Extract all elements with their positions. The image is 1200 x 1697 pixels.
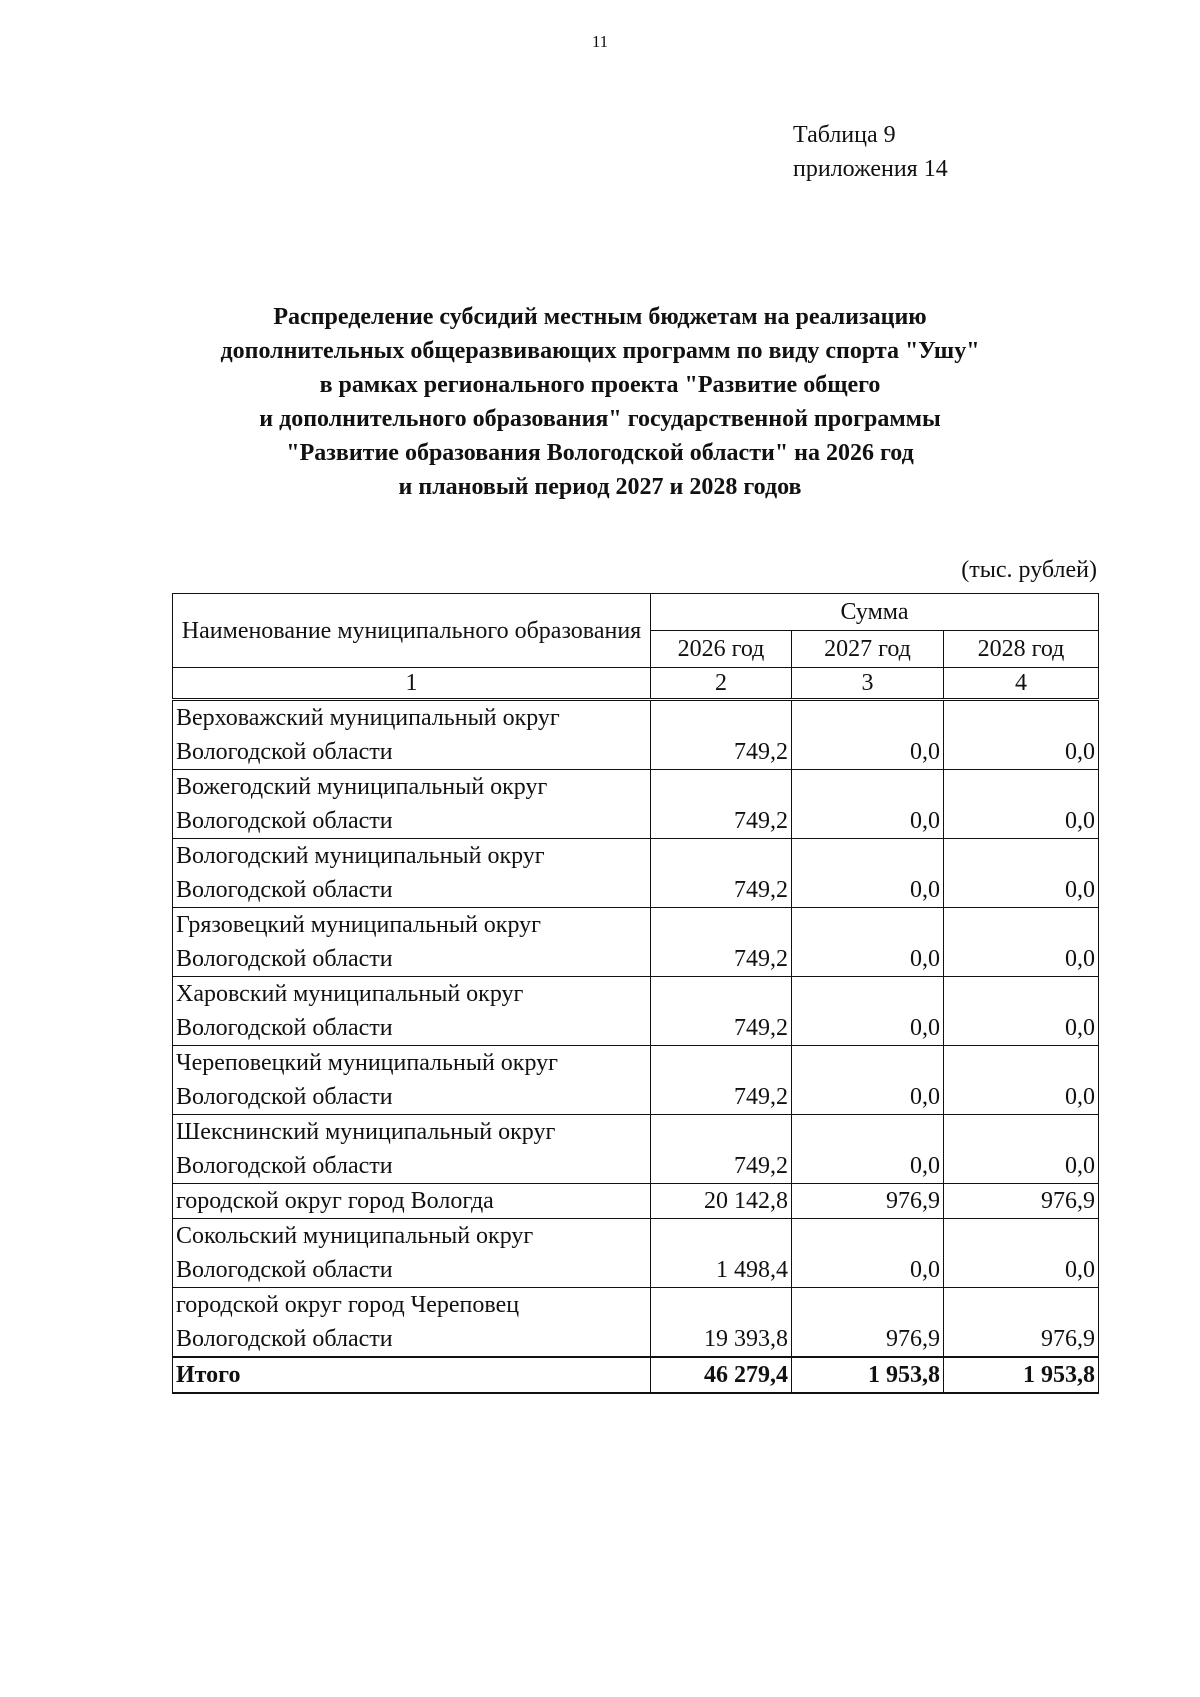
municipality-name-line: Вологодской области <box>176 739 393 765</box>
title-line: в рамках регионального проекта "Развитие общего <box>319 372 881 398</box>
table-row <box>173 977 1099 1046</box>
amount-2028: 0,0 <box>944 977 1099 1046</box>
table-row <box>173 700 1099 770</box>
municipality-name-line: Харовский муниципальный округ <box>176 981 524 1007</box>
municipality-name-line: Вологодской области <box>176 1326 393 1352</box>
column-number: 2 <box>651 668 792 700</box>
appendix-attachment-label: приложения 14 <box>793 156 948 182</box>
title-line: "Развитие образования Вологодской области" на 2026 год <box>286 440 914 466</box>
title-line: и плановый период 2027 и 2028 годов <box>398 474 802 500</box>
municipality-name-line: Вологодской области <box>176 946 393 972</box>
table-row <box>173 1288 1099 1358</box>
total-label: Итого <box>173 1357 651 1393</box>
municipality-name-line: Вологодской области <box>176 1257 393 1283</box>
municipality-name <box>173 908 651 977</box>
municipality-name <box>173 1219 651 1288</box>
amount-2026: 749,2 <box>651 700 792 770</box>
amount-2026: 749,2 <box>651 1115 792 1184</box>
amount-2028: 0,0 <box>944 700 1099 770</box>
amount-2027: 0,0 <box>792 908 944 977</box>
amount-2028: 0,0 <box>944 839 1099 908</box>
table-row <box>173 1219 1099 1288</box>
document-title <box>150 300 1050 504</box>
table-row <box>173 908 1099 977</box>
header-sum: Сумма <box>651 594 1099 631</box>
amount-2026: 20 142,8 <box>651 1184 792 1219</box>
amount-2028: 0,0 <box>944 1219 1099 1288</box>
column-number: 4 <box>944 668 1099 700</box>
header-year-2027: 2027 год <box>792 631 944 668</box>
title-line: и дополнительного образования" государственной программы <box>259 406 941 432</box>
municipality-name-line: Сокольский муниципальный округ <box>176 1223 534 1249</box>
amount-2026: 749,2 <box>651 839 792 908</box>
table-header-row <box>173 594 1099 631</box>
title-line: Распределение субсидий местным бюджетам на реализацию <box>273 304 927 330</box>
municipality-name-line: Верховажский муниципальный округ <box>176 705 560 731</box>
title-line: дополнительных общеразвивающих программ по виду спорта "Ушу" <box>220 338 980 364</box>
municipality-name-line: городской округ город Вологда <box>176 1188 494 1214</box>
total-amount-2026: 46 279,4 <box>651 1357 792 1393</box>
table-row <box>173 839 1099 908</box>
amount-2026: 749,2 <box>651 977 792 1046</box>
total-amount-2028: 1 953,8 <box>944 1357 1099 1393</box>
table-row <box>173 1115 1099 1184</box>
municipality-name <box>173 839 651 908</box>
municipality-name-line: городской округ город Череповец <box>176 1292 520 1318</box>
municipality-name <box>173 977 651 1046</box>
amount-2027: 0,0 <box>792 1115 944 1184</box>
amount-2028: 0,0 <box>944 770 1099 839</box>
amount-2027: 0,0 <box>792 839 944 908</box>
amount-2027: 0,0 <box>792 1219 944 1288</box>
amount-2028: 0,0 <box>944 1046 1099 1115</box>
municipality-name-line: Вологодский муниципальный округ <box>176 843 545 869</box>
amount-2028: 976,9 <box>944 1184 1099 1219</box>
total-amount-2027: 1 953,8 <box>792 1357 944 1393</box>
table-row <box>173 1046 1099 1115</box>
amount-2027: 0,0 <box>792 977 944 1046</box>
appendix-table-label: Таблица 9 <box>793 122 896 148</box>
table-row <box>173 770 1099 839</box>
municipality-name-line: Вологодской области <box>176 1153 393 1179</box>
amount-2028: 976,9 <box>944 1288 1099 1358</box>
municipality-name-line: Вологодской области <box>176 877 393 903</box>
municipality-name-line: Шекснинский муниципальный округ <box>176 1119 556 1145</box>
column-number: 3 <box>792 668 944 700</box>
amount-2027: 976,9 <box>792 1288 944 1358</box>
units-label: (тыс. рублей) <box>961 557 1097 583</box>
amount-2028: 0,0 <box>944 908 1099 977</box>
appendix-reference <box>793 118 948 186</box>
amount-2026: 749,2 <box>651 770 792 839</box>
header-year-2028: 2028 год <box>944 631 1099 668</box>
amount-2027: 0,0 <box>792 700 944 770</box>
amount-2028: 0,0 <box>944 1115 1099 1184</box>
municipality-name-line: Грязовецкий муниципальный округ <box>176 912 541 938</box>
subsidy-table <box>172 593 1099 1394</box>
municipality-name <box>173 770 651 839</box>
amount-2027: 0,0 <box>792 1046 944 1115</box>
municipality-name-line: Вологодской области <box>176 1084 393 1110</box>
amount-2026: 1 498,4 <box>651 1219 792 1288</box>
page-number: 11 <box>591 32 609 51</box>
header-municipality: Наименование муниципального образования <box>173 594 651 668</box>
municipality-name <box>173 1115 651 1184</box>
column-number: 1 <box>173 668 651 700</box>
municipality-name <box>173 1288 651 1358</box>
amount-2027: 976,9 <box>792 1184 944 1219</box>
column-number-row <box>173 668 1099 700</box>
municipality-name <box>173 1184 651 1219</box>
amount-2026: 749,2 <box>651 908 792 977</box>
municipality-name-line: Вологодской области <box>176 1015 393 1041</box>
municipality-name-line: Вожегодский муниципальный округ <box>176 774 548 800</box>
municipality-name-line: Череповецкий муниципальный округ <box>176 1050 558 1076</box>
header-year-2026: 2026 год <box>651 631 792 668</box>
amount-2026: 749,2 <box>651 1046 792 1115</box>
amount-2026: 19 393,8 <box>651 1288 792 1358</box>
municipality-name <box>173 700 651 770</box>
municipality-name-line: Вологодской области <box>176 808 393 834</box>
table-row <box>173 1184 1099 1219</box>
municipality-name <box>173 1046 651 1115</box>
total-row <box>173 1357 1099 1393</box>
amount-2027: 0,0 <box>792 770 944 839</box>
